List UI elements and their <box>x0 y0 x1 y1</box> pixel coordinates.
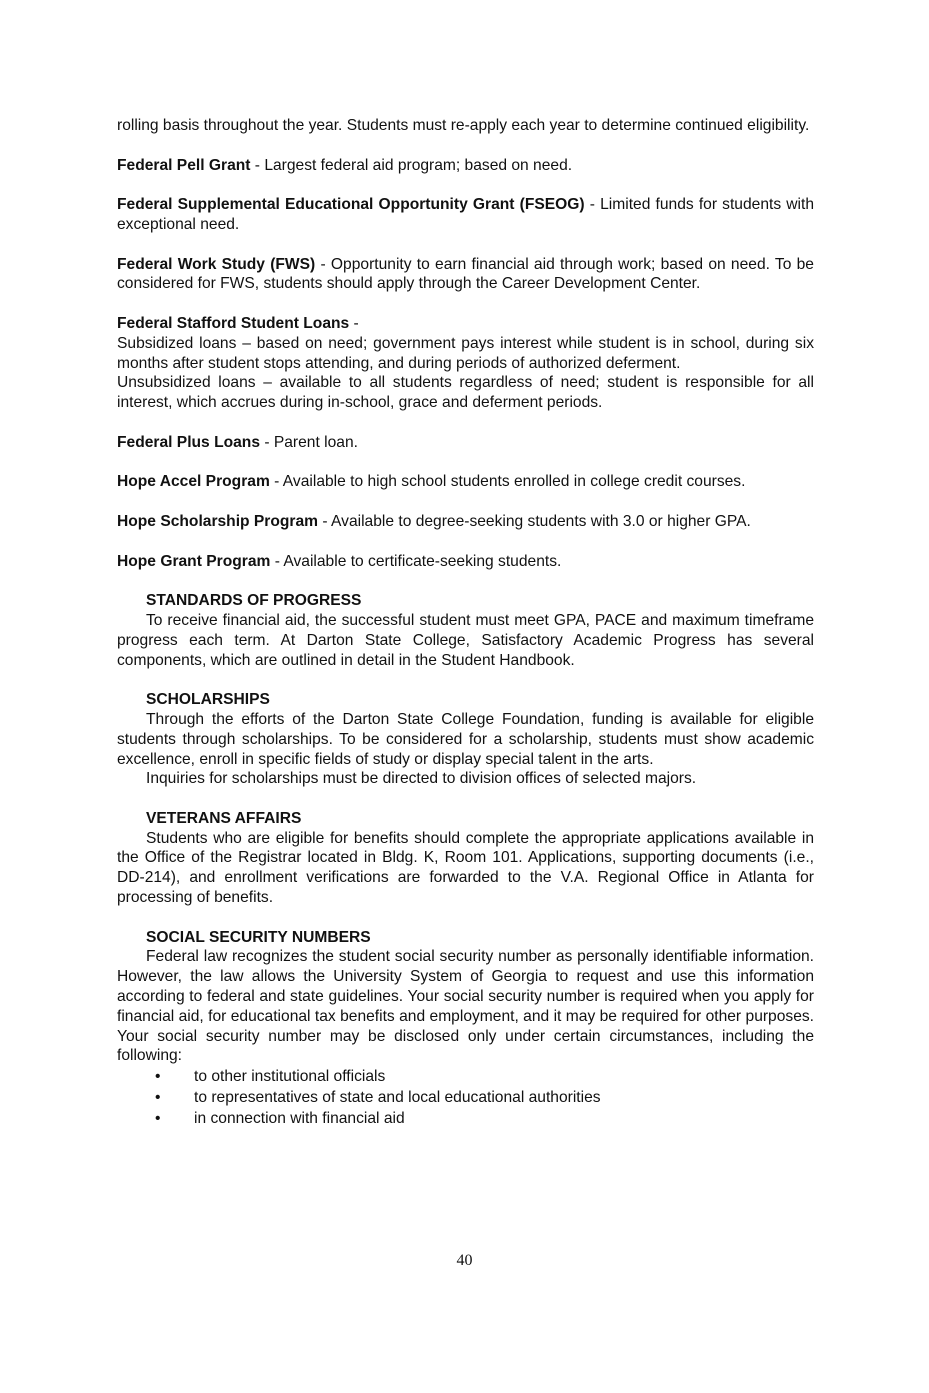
stafford-unsubsidized: Unsubsidized loans – available to all students regardless of need; student is responsible for all interest, which accrues during in-school, grace and deferment periods. <box>117 374 814 412</box>
list-item <box>117 1108 814 1129</box>
stafford-term: Federal Stafford Student Loans <box>117 314 350 332</box>
fws-entry <box>117 255 814 295</box>
ssn-heading: SOCIAL SECURITY NUMBERS <box>146 928 371 946</box>
list-item-text: in connection with financial aid <box>194 1110 405 1128</box>
bullet-icon: • <box>155 1068 161 1086</box>
hope-accel-entry <box>117 472 814 492</box>
hope-accel-term: Hope Accel Program <box>117 473 270 491</box>
standards-heading: STANDARDS OF PROGRESS <box>146 592 362 610</box>
veterans-heading: VETERANS AFFAIRS <box>146 809 302 827</box>
list-item <box>117 1087 814 1108</box>
scholarships-heading: SCHOLARSHIPS <box>146 691 270 709</box>
stafford-entry <box>117 314 814 334</box>
intro-paragraph: rolling basis throughout the year. Students must re-apply each year to determine continued eligibility. <box>117 117 810 134</box>
pell-grant-entry <box>117 156 814 176</box>
hope-accel-desc: - Available to high school students enrolled in college credit courses. <box>269 473 746 491</box>
hope-scholarship-desc: - Available to degree-seeking students with 3.0 or higher GPA. <box>318 512 751 530</box>
plus-loans-entry <box>117 433 814 453</box>
plus-loans-desc: - Parent loan. <box>260 433 358 451</box>
fseog-term: Federal Supplemental Educational Opportunity Grant (FSEOG) <box>117 196 585 214</box>
hope-grant-term: Hope Grant Program <box>117 552 271 570</box>
scholarships-inquiries: Inquiries for scholarships must be directed to division offices of selected majors. <box>146 770 697 788</box>
ssn-bullet-list <box>117 1066 814 1129</box>
page-number: 40 <box>456 1252 473 1269</box>
hope-grant-entry <box>117 552 814 572</box>
hope-scholarship-entry <box>117 512 814 532</box>
scholarships-body: Through the efforts of the Darton State College Foundation, funding is available for eligible students through scholarships. To be considered for a scholarship, students must show academic excellence, enroll in specific fields of study or display special talent in the arts. <box>117 710 814 768</box>
list-item-text: to representatives of state and local educational authorities <box>194 1089 601 1107</box>
bullet-icon: • <box>155 1110 161 1128</box>
list-item <box>117 1066 814 1087</box>
pell-grant-desc: - Largest federal aid program; based on need. <box>250 156 573 174</box>
standards-body: To receive financial aid, the successful student must meet GPA, PACE and maximum timeframe progress each term. At Darton State College, Satisfactory Academic Progress has several components, which are outlined in detail in the Student Handbook. <box>117 611 814 669</box>
plus-loans-term: Federal Plus Loans <box>117 433 260 451</box>
hope-grant-desc: - Available to certificate-seeking students. <box>270 552 562 570</box>
pell-grant-term: Federal Pell Grant <box>117 156 251 174</box>
list-item-text: to other institutional officials <box>194 1068 386 1086</box>
fseog-entry <box>117 195 814 235</box>
page-body <box>117 116 814 1129</box>
fws-term: Federal Work Study (FWS) <box>117 255 316 273</box>
stafford-subsidized: Subsidized loans – based on need; government pays interest while student is in school, during six months after student stops attending, and during periods of authorized deferment. <box>117 334 814 372</box>
hope-scholarship-term: Hope Scholarship Program <box>117 512 319 530</box>
ssn-body: Federal law recognizes the student social security number as personally identifiable information. However, the law allows the University System of Georgia to request and use this information according to federal and state guidelines. Your social security number is required when you apply for financial aid, for educational tax benefits and employment, and it may be required for other purposes. Your social security number may be disclosed only under certain circumstances, including the following: <box>117 948 814 1065</box>
fseog-desc: - Limited funds for students with exceptional need. <box>117 196 815 233</box>
fws-desc: - Opportunity to earn financial aid through work; based on need. To be considered for FWS, students should apply through the Career Development Center. <box>117 255 814 293</box>
bullet-icon: • <box>155 1089 161 1107</box>
stafford-desc: - <box>349 314 359 332</box>
veterans-body: Students who are eligible for benefits should complete the appropriate applications available in the Office of the Registrar located in Bldg. K, Room 101. Applications, supporting documents (i.e., DD-214), and enrollment verifications are forwarded to the V.A. Regional Office in Atlanta for processing of benefits. <box>117 829 814 907</box>
